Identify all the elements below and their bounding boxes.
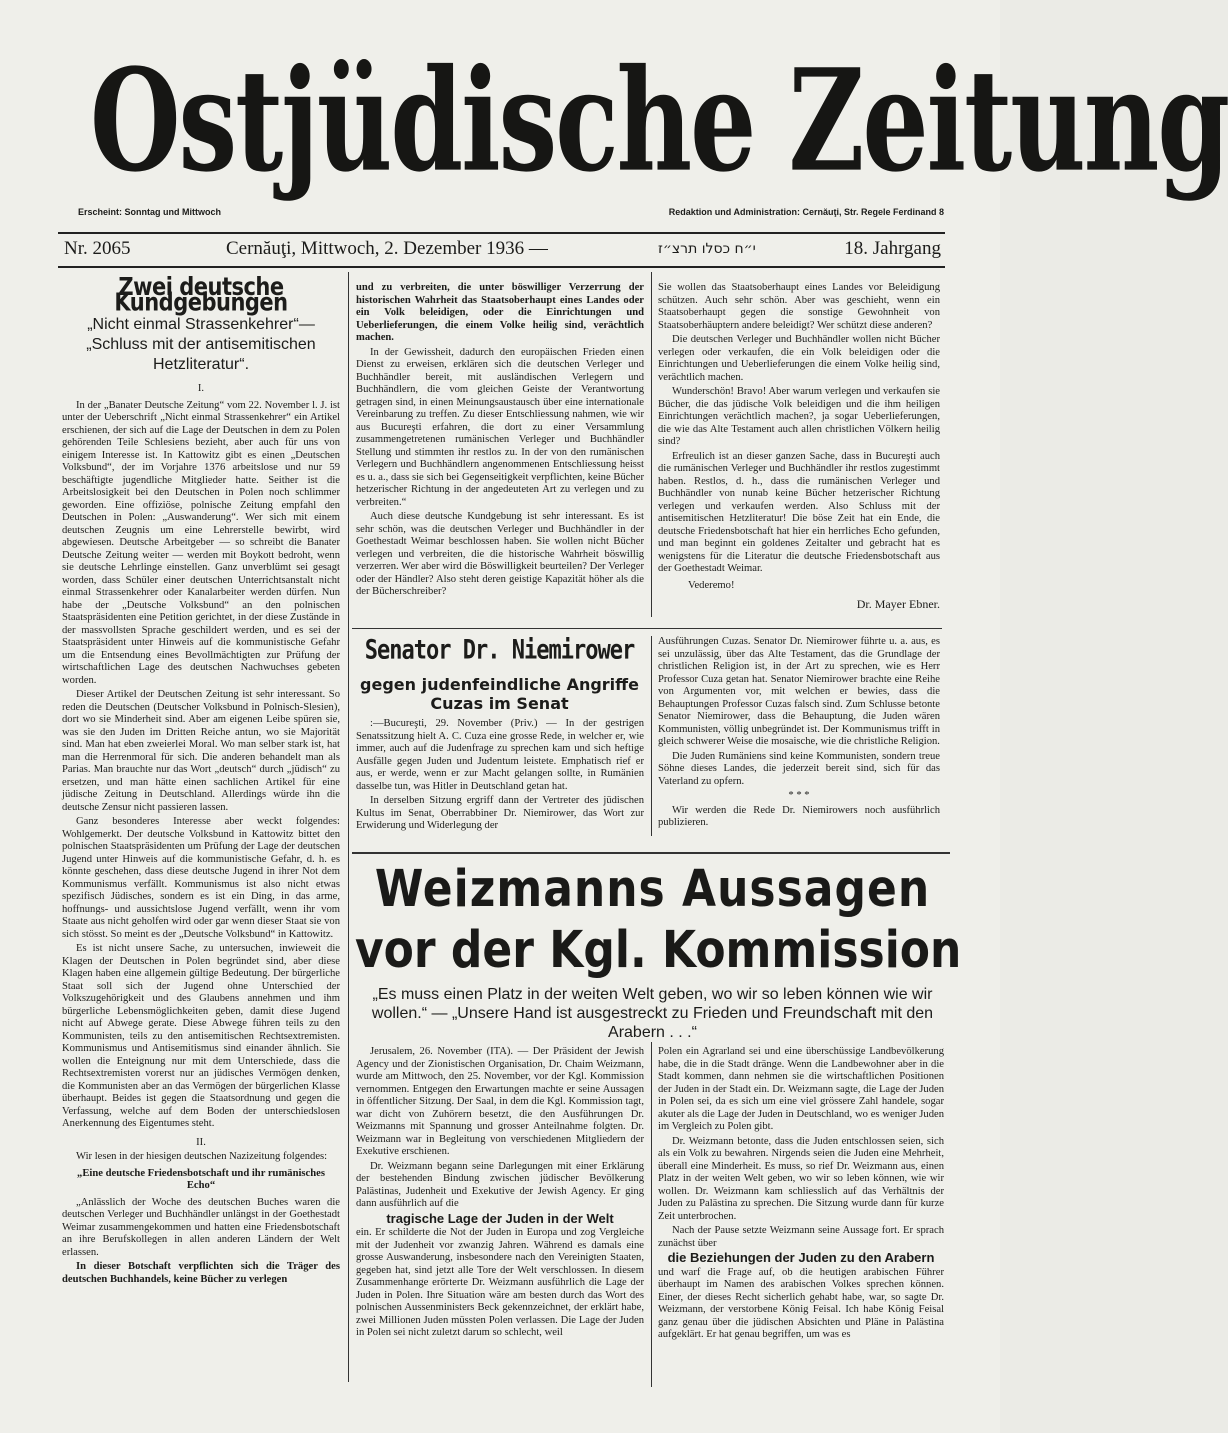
paragraph: Auch diese deutsche Kundgebung ist sehr interessant. Es ist sehr schön, was die deutschen Verleger und Buchhändler in der Goethestadt Weimar beschlossen haben. Sie wollen nicht Bücher verlegen und verbreiten, die die historische Wahrheit böswillig verzerren. Wer aber wird die Böswilligkeit beurteilen? Der Verleger oder der Händler? Also steht deren geistige Kapazität höher als die der Bücherschreiber? xyxy=(356,511,644,597)
hebrew-date: י״ח כסלו תרצ״ז xyxy=(658,241,756,257)
paragraph: Dieser Artikel der Deutschen Zeitung ist sehr interessant. So reden die Deutschen (Deutscher Volksbund in Polnisch-Slesien), dort wo sie Minderheit sind. Aber am eigenen Leibe spüren sie, was sie den Juden im Dritten Reiche antun, wo sie Majorität sind. Man hat eben zweierlei Moral. Wo man selber stark ist, hat man die Herrenmoral für sich. Die anderen behandelt man als Parias. Man brauchte nur das Wort „deutsch“ durch „jüdisch“ zu ersetzen, und man hätte einen sachlichen Artikel für eine jüdische Zeitung in Deutschland. Allerdings würde ihn die deutsche Zensur nicht passieren lassen. xyxy=(62,689,340,813)
paragraph: Wunderschön! Bravo! Aber warum verlegen und verkaufen sie Bücher, die das jüdische Volk beleidigen und die ihm heiligen Einrichtungen verächtlich machen?, ja sogar Ueberlieferungen, die wie das Alte Testament auch allen christlichen Völkern heilig sind? xyxy=(658,386,940,447)
paragraph: In derselben Sitzung ergriff dann der Vertreter des jüdischen Kultus im Senat, Oberrabbiner Dr. Niemirower, das Wort zur Erwiderung und Widerlegung der xyxy=(356,795,644,831)
senator-article-header xyxy=(352,635,647,713)
paragraph: und warf die Frage auf, ob die heutigen arabischen Führer überhaupt im Namen des arabischen Volkes sprechen können. Einer, der dieses Recht sicherlich gehabt habe, war, so sagte Dr. Weizmann, der verstorbene König Feisal. Ich habe König Feisal ganz genau über die jüdischen Absichten und Pläne in Palästina aufgeklärt. Er hat genau begriffen, um was es xyxy=(658,1266,944,1340)
masthead xyxy=(90,36,1228,206)
column-divider xyxy=(651,1042,652,1387)
section-marker: II. xyxy=(196,1136,206,1148)
section-heading: tragische Lage der Juden in der Welt xyxy=(386,1210,614,1226)
paragraph: Nach der Pause setzte Weizmann seine Aussage fort. Er sprach zunächst über xyxy=(658,1225,944,1249)
section-rule xyxy=(352,628,942,629)
paragraph: :—Bucureşti, 29. November (Priv.) — In der gestrigen Senatssitzung hielt A. C. Cuza eine grosse Rede, in welcher er, wie immer, auch auf die Judenfrage zu sprechen kam und sich heftige Ausfälle gegen Juden und Judentum leistete. Emphatisch rief er aus, er werde, wenn er zur Macht gelangen sollte, in Rumänien dasselbe tun, was Hitler in Deutschland getan hat. xyxy=(356,718,644,792)
paragraph: Dr. Weizmann betonte, dass die Juden entschlossen seien, sich als ein Volk zu bewahren. Nirgends seien die Juden eine Mehrheit, überall eine Minderheit. Es muss, so rief Dr. Weizmann aus, einen Platz in der weiten Welt geben, wo wir so leben können, wie wir wollen. Dr. Weizmann kam schliesslich auf das Verhältnis der Juden zu Palästina zu sprechen. Die Sitzung wurde dann für kurze Zeit unterbrochen. xyxy=(658,1135,944,1222)
section-marker: I. xyxy=(197,383,205,394)
weizmann-subhead: „Es muss einen Platz in der weiten Welt geben, wo wir so leben können wie wir wollen.“ — „Unsere Hand ist ausgestreckt zu Frieden und Freundschaft mit den Arabern . . .“ xyxy=(371,986,934,1041)
paragraph: Sie wollen das Staatsoberhaupt eines Landes vor Beleidigung schützen. Auch sehr schön. Aber was geschieht, wenn ein Staatsoberhaupt gegen die sonstige Gewohnheit von Staatsoberhäuptern andere beleidigt? Wer schützt diese anderen? xyxy=(658,282,940,331)
editorial-address: Redaktion und Administration: Cernăuţi, Str. Regele Ferdinand 8 xyxy=(668,207,944,217)
weizmann-column-2 xyxy=(658,1046,944,1391)
paragraph: Polen ein Agrarland sei und eine überschüssige Landbevölkerung habe, die in die Stadt dränge. Wenn die Landbewohner aber in die Stadt kommen, dann nehmen sie die wirtschaftlichen Positionen der Juden in der Stadt ein. Dr. Weizmann sagte, die Lage der Juden in Polen sei, da es sich um eine viel grössere Zahl handele, sogar akuter als die Lage der Juden in Deutschland, wo es weniger Juden im Vergleich zu Polen gibt. xyxy=(658,1046,944,1132)
closing-remark: Vederemo! xyxy=(688,579,735,591)
article-headline: Senator Dr. Niemirower xyxy=(364,635,635,666)
issue-date: Cernăuţi, Mittwoch, 2. Dezember 1936 — xyxy=(226,238,548,259)
article-subhead: gegen judenfeindliche Angriffe Cuzas im Senat xyxy=(360,675,639,713)
column-divider xyxy=(348,272,349,1382)
paragraph: Wir lesen in der hiesigen deutschen Nazizeitung folgendes: xyxy=(76,1151,328,1162)
paragraph: Ausführungen Cuzas. Senator Dr. Niemirower führte u. a. aus, es sei unzulässig, über das Alte Testament, das die Grundlage der christlichen Religion ist, in der Art zu sprechen, wie es Herr Professor Cuza getan hat. Senator Niemirower brachte eine Reihe von Argumenten vor, mit welchen er bewies, dass die Behauptungen Professor Cuzas falsch sind. Zum Schlusse betonte Senator Niemirower, dass die Behauptung, die Juden wären Kommunisten, völlig unbegründet ist. Der Kommunismus trifft in gleich schwerer Weise die mosaische, wie die christliche Religion. xyxy=(658,636,940,747)
paragraph: ein. Er schilderte die Not der Juden in Europa und zog Vergleiche mit der Judenheit vor zwanzig Jahren. Während es damals eine grosse Auswanderung, insbesondere nach den Vereinigten Staaten, gegeben hat, sind jetzt alle Tore der Welt verschlossen. In diesem Zusammenhange erörterte Dr. Weizmann ausführlich die Lage der Juden in Polen. Ihre Situation wäre am besten durch das Wort des polnischen Aussenministers Beck gekennzeichnet, der erklärt habe, zwei Millionen Juden müssten Polen verlassen. Die Lage der Juden in Polen sei nicht zuletzt darum so schlecht, weil xyxy=(356,1227,644,1338)
volume-year: 18. Jahrgang xyxy=(844,238,941,259)
paragraph: In der „Banater Deutsche Zeitung“ vom 22. November l. J. ist unter der Ueberschrift „Nicht einmal Strassenkehrer“ ein Artikel erschienen, der sich auf die Lage der Deutschen in dem zu Polen gehörenden Teile Schlesiens bezieht, aber auch für uns von einigem Interesse ist. In Kattowitz gibt es einen „Deutschen Volksbund“, der im Vorjahre 1376 arbeitslose und nur 59 beschäftigte jugendliche Mitglieder hatte. Seither ist die Arbeitslosigkeit bei den Deutschen in Polen noch schlimmer geworden. Eine offiziöse, polnische Zeitung empfahl den Deutschen in Polen: „Auswanderung“. Wer sich mit einem deutschen Zeugnis um eine Lehrerstelle bewirbt, wird abgewiesen. Deutsche Arbeitgeber — so schreibt die Banater Deutsche Zeitung weiter — werden mit Boykott bedroht, wenn sie deutsche Lehrlinge einstellen. Ganz unverblümt sei gesagt worden, dass Schüler einer deutschen Unterrichtsanstalt nicht einmal Strassenkehrer oder Kanalarbeiter werden dürfen. Nun habe der „Deutsche Volksbund“ an den polnischen Staatspräsidenten eine Petition gerichtet, in der diese Zustände in der massvollsten Sprache geschildert werden, und es sei der Staatspräsident unter Hinweis auf die kommunistische Gefahr um die Entsendung eines Bevollmächtigten zur Prüfung der wirtschaftlichen Lage des deutschen Nachwuchses gebeten worden. xyxy=(62,399,340,686)
dateline-rule xyxy=(58,266,945,268)
author-signature: Dr. Mayer Ebner. xyxy=(856,597,940,611)
paragraph: Es ist nicht unsere Sache, zu untersuchen, inwieweit die Klagen der Deutschen in Polen begründet sind, aber diese Klagen haben eine allgemein gültige Bedeutung. Der bürgerliche Staat soll sich der Jugend ohne Unterschied der Volkszugehörigkeit und des Glaubens annehmen und ihm bürgerliche Lebensmöglichkeiten geben, damit diese Jugend nicht auf Abwege gerate. Diese Abwege führen teils zu den Kommunisten, teils zu den antisemitischen Rechtsextremisten. Kommunismus und Antisemitismus sind einander ähnlich. Sie wollen die Enteignung nur mit dem Unterschiede, dass die Rechtsextremisten vorerst nur an jüdisches Vermögen denken, die Kommunisten aber an das Vermögen der bürgerlichen Klasse überhaupt. Beides ist gegen die Staatsordnung und gegen die Verfassung, welche auf dem Boden der unterschiedslosen Anerkennung des Eigentumes steht. xyxy=(62,943,340,1129)
weizmann-headline-line-2: vor der Kgl. Kommission xyxy=(355,921,962,980)
dateline xyxy=(58,236,945,264)
section-heading: die Beziehungen der Juden zu den Arabern xyxy=(667,1250,935,1265)
publication-schedule: Erscheint: Sonntag und Mittwoch xyxy=(78,207,221,217)
column-divider xyxy=(651,272,652,617)
top-rule xyxy=(58,232,945,234)
paragraph: und zu verbreiten, die unter böswilliger Verzerrung der historischen Wahrheit das Staatsoberhaupt eines Landes oder ein Volk beleidigen, oder die Einrichtungen und Ueberlieferungen, die einem Volke heilig sind, verächtlich machen. xyxy=(356,282,644,343)
quote-heading: „Eine deutsche Friedensbotschaft und ihr rumänisches Echo“ xyxy=(77,1167,325,1191)
separator-stars: * * * xyxy=(788,790,810,801)
paragraph: „Anlässlich der Woche des deutschen Buches waren die deutschen Verleger und Buchhändler unlängst in der Goethestadt Weimar zusammengekommen und hatten eine Friedensbotschaft an ihre Berufskollegen in allen anderen Ländern der Welt erlassen. xyxy=(62,1196,340,1258)
article-column-3 xyxy=(658,282,940,622)
paragraph: Die Juden Rumäniens sind keine Kommunisten, sondern treue Söhne dieses Landes, die jederzeit bereit sind, sich für das Vaterland zu opfern. xyxy=(658,750,940,787)
weizmann-column-1 xyxy=(356,1046,644,1391)
paragraph: In der Gewissheit, dadurch den europäischen Frieden einen Dienst zu erweisen, erklären sich die deutschen Verleger und Buchhändler bereit, mit ausländischen Verlegern und Buchhändlern, die vom gleichen Geiste der Verantwortung getragen sind, in einen Meinungsaustausch über eine internationale Vereinbarung zu treffen. Zu dieser Entschliessung nahmen, wie wir aus Bucureşti erfahren, die dort zu einer Versammlung zusammengetretenen rumänischen Verleger und Buchhändler Stellung und stimmten ihr restlos zu. In der von den rumänischen Verlegern und Buchhändlern angenommenen Entschliessung heisst es u. a., dass sie sich bei Gegenseitigkeit verpflichten, keine Bücher hetzerischer Richtung in der angedeuteten Art zu verlegen und zu verbreiten.“ xyxy=(356,346,644,508)
section-rule xyxy=(352,852,950,854)
paragraph: Dr. Weizmann begann seine Darlegungen mit einer Erklärung der bestehenden Bindung zwischen jüdischer Bevölkerung Palästinas, Judenheit und Exekutive der Jewish Agency. Er ging dann ausführlich auf die xyxy=(356,1160,644,1209)
newspaper-title: Ostjüdische Zeitung xyxy=(90,37,1228,204)
weizmann-headline-line-1: Weizmanns Aussagen xyxy=(374,860,931,919)
paragraph: Wir werden die Rede Dr. Niemirowers noch ausführlich publizieren. xyxy=(658,804,940,828)
paragraph: Die deutschen Verleger und Buchhändler wollen nicht Bücher verlegen oder verkaufen, die ein Volk beleidigen oder die Einrichtungen und Ueberlieferungen die einem Volke heilig sind, verächtlich machen. xyxy=(658,334,940,383)
issue-number: Nr. 2065 xyxy=(64,238,131,259)
column-divider xyxy=(651,636,652,836)
article-column-2 xyxy=(356,282,644,622)
paragraph: Erfreulich ist an dieser ganzen Sache, dass in Bucureşti auch die rumänischen Verleger und Buchhändler ihr restlos zugestimmt haben. Restlos, d. h., dass die rumänischen Verleger und Buchhändler von nunab keine Bücher hetzerischer Richtung verlegen und verkaufen werden. Also Schluss mit der antisemitischen Hetzliteratur! Die böse Zeit hat ein Ende, die deutsche Friedensbotschaft hat hier ein herrliches Echo gefunden, und man beginnt ein goldenes Zeitalter und gebracht hat es wenigstens für die Literatur die deutsche Friedensbotschaft aus der Goethestadt Weimar. xyxy=(658,450,940,574)
article-headline: Zwei deutsche Kundgebungen xyxy=(114,272,288,317)
paragraph: Jerusalem, 26. November (ITA). — Der Präsident der Jewish Agency und der Zionistischen Organisation, Dr. Chaim Weizmann, wurde am Mittwoch, den 25. November, vor der Kgl. Kommission vernommen. Entgegen den Erwartungen machte er seine Aussagen in öffentlicher Sitzung. Der Saal, in dem die Kgl. Kommission tagt, war dicht von Zuhörern besetzt, die den Ausführungen Dr. Weizmanns mit Spannung und grosser Anteilnahme folgten. Dr. Weizmann war in Begleitung von verschiedenen Mitgliedern der Exekutive erschienen. xyxy=(356,1046,644,1157)
paragraph: In dieser Botschaft verpflichten sich die Träger des deutschen Buchhandels, keine Bücher zu verlegen xyxy=(62,1261,340,1285)
senator-article-column-1 xyxy=(356,718,644,838)
senator-article-column-2 xyxy=(658,636,940,841)
article-subhead: „Nicht einmal Strassenkehrer“— „Schluss mit der antisemitischen Hetzliteratur“. xyxy=(86,316,316,373)
article-column-1 xyxy=(62,272,340,1392)
paragraph: Ganz besonderes Interesse aber weckt folgendes: Wohlgemerkt. Der deutsche Volksbund in Kattowitz bittet den polnischen Staatspräsidenten um Prüfung der Lage der deutschen Jugend unter Hinweis auf die kommunistische Gefahr, d. h. es könnte geschehen, dass diese deutsche Jugend in ihrer Not dem Kommunismus verfällt. Kommunismus ist also nicht etwas spezifisch Jüdisches, sondern es ist ein Ding, in das arme, hoffnungs- und aussichtslose Jugend verfällt, wenn ihr vom Staate aus nicht geholfen wird oder gar wenn dieser Staat sie von sich stösst. So meint es der „Deutsche Volksbund“ in Kattowitz. xyxy=(62,816,340,940)
